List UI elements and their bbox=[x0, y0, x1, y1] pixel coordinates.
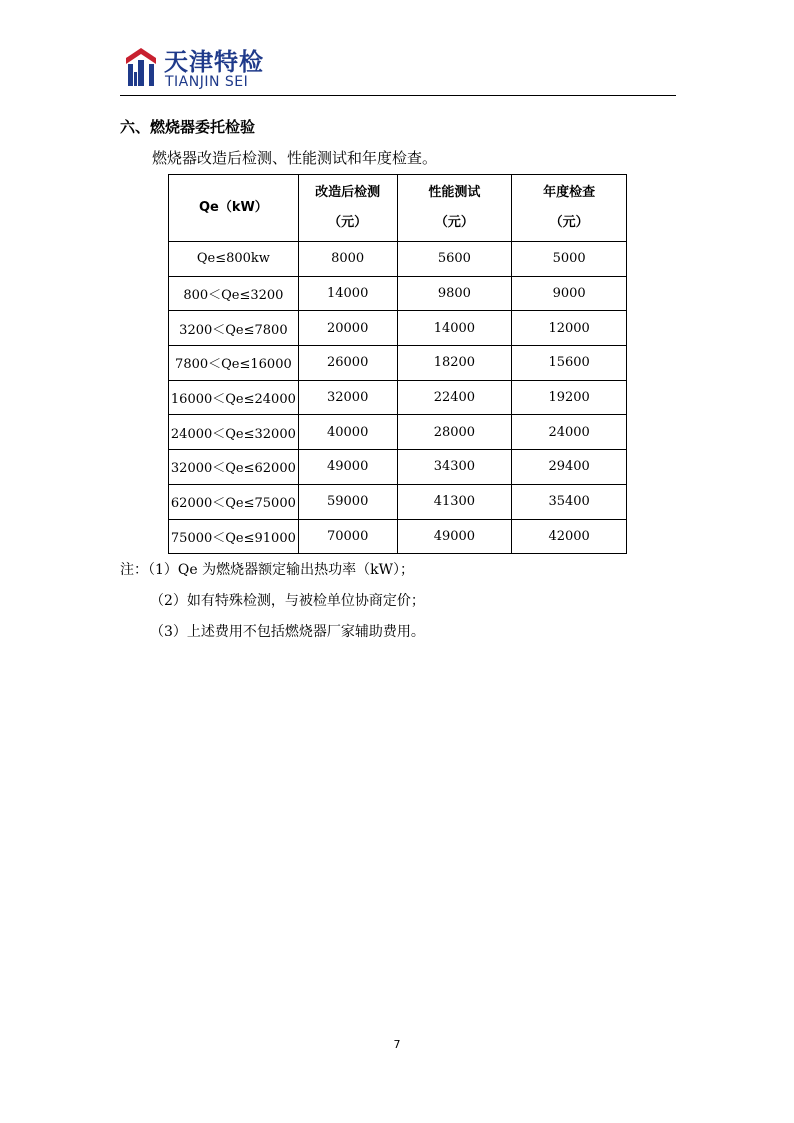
logo-english-name: TIANJIN SEI bbox=[165, 74, 249, 90]
table-cell: 49000 bbox=[298, 450, 397, 485]
header-cell-annual-inspection: 年度检查 （元） bbox=[512, 175, 627, 242]
table-row bbox=[169, 415, 627, 450]
table-row bbox=[169, 484, 627, 519]
table-cell: 32000＜Qe≤62000 bbox=[169, 450, 299, 485]
table-cell: 24000＜Qe≤32000 bbox=[169, 415, 299, 450]
table-row bbox=[169, 311, 627, 346]
table-cell: 75000＜Qe≤91000 bbox=[169, 519, 299, 554]
table-cell: 35400 bbox=[512, 484, 627, 519]
note-line: 注：（1）Qe 为燃烧器额定输出热功率（kW）； bbox=[120, 562, 414, 578]
page-header bbox=[120, 40, 676, 96]
table-cell: 9800 bbox=[397, 276, 512, 311]
table-cell: 5600 bbox=[397, 242, 512, 277]
page-number: 7 bbox=[393, 1038, 401, 1051]
header-cell-retrofit-inspection: 改造后检测 （元） bbox=[298, 175, 397, 242]
note-line: （3）上述费用不包括燃烧器厂家辅助费用。 bbox=[150, 624, 425, 640]
table-cell: 800＜Qe≤3200 bbox=[169, 276, 299, 311]
table-row bbox=[169, 276, 627, 311]
table-row bbox=[169, 346, 627, 381]
table-cell: 20000 bbox=[298, 311, 397, 346]
table-row bbox=[169, 380, 627, 415]
table-cell: 42000 bbox=[512, 519, 627, 554]
table-cell: 14000 bbox=[298, 276, 397, 311]
table-cell: 14000 bbox=[397, 311, 512, 346]
table-cell: 59000 bbox=[298, 484, 397, 519]
table-cell: 41300 bbox=[397, 484, 512, 519]
table-cell: 7800＜Qe≤16000 bbox=[169, 346, 299, 381]
table-cell: 19200 bbox=[512, 380, 627, 415]
table-header-row bbox=[169, 175, 627, 242]
table-cell: 12000 bbox=[512, 311, 627, 346]
table-cell: 8000 bbox=[298, 242, 397, 277]
section-title: 六、燃烧器委托检验 bbox=[120, 118, 256, 136]
table-cell: 62000＜Qe≤75000 bbox=[169, 484, 299, 519]
table-cell: 3200＜Qe≤7800 bbox=[169, 311, 299, 346]
table-cell: 34300 bbox=[397, 450, 512, 485]
table-cell: 49000 bbox=[397, 519, 512, 554]
table-cell: 16000＜Qe≤24000 bbox=[169, 380, 299, 415]
header-cell-qe: Qe（kW） bbox=[169, 175, 299, 242]
table-row bbox=[169, 242, 627, 277]
table-cell: 40000 bbox=[298, 415, 397, 450]
intro-paragraph: 燃烧器改造后检测、性能测试和年度检查。 bbox=[152, 149, 438, 167]
table-row bbox=[169, 450, 627, 485]
table-cell: Qe≤800kw bbox=[169, 242, 299, 277]
logo-chinese-name: 天津特检 bbox=[164, 48, 264, 76]
table-cell: 9000 bbox=[512, 276, 627, 311]
note-line: （2）如有特殊检测，与被检单位协商定价； bbox=[150, 593, 425, 609]
table-cell: 24000 bbox=[512, 415, 627, 450]
table-cell: 15600 bbox=[512, 346, 627, 381]
table-cell: 26000 bbox=[298, 346, 397, 381]
price-table bbox=[168, 174, 627, 554]
header-divider bbox=[120, 95, 676, 96]
tianjin-sei-logo-icon bbox=[124, 44, 158, 88]
table-cell: 70000 bbox=[298, 519, 397, 554]
table-cell: 5000 bbox=[512, 242, 627, 277]
table-row bbox=[169, 519, 627, 554]
table-cell: 32000 bbox=[298, 380, 397, 415]
table-cell: 28000 bbox=[397, 415, 512, 450]
table-cell: 29400 bbox=[512, 450, 627, 485]
table-cell: 18200 bbox=[397, 346, 512, 381]
header-cell-performance-test: 性能测试 （元） bbox=[397, 175, 512, 242]
table-cell: 22400 bbox=[397, 380, 512, 415]
